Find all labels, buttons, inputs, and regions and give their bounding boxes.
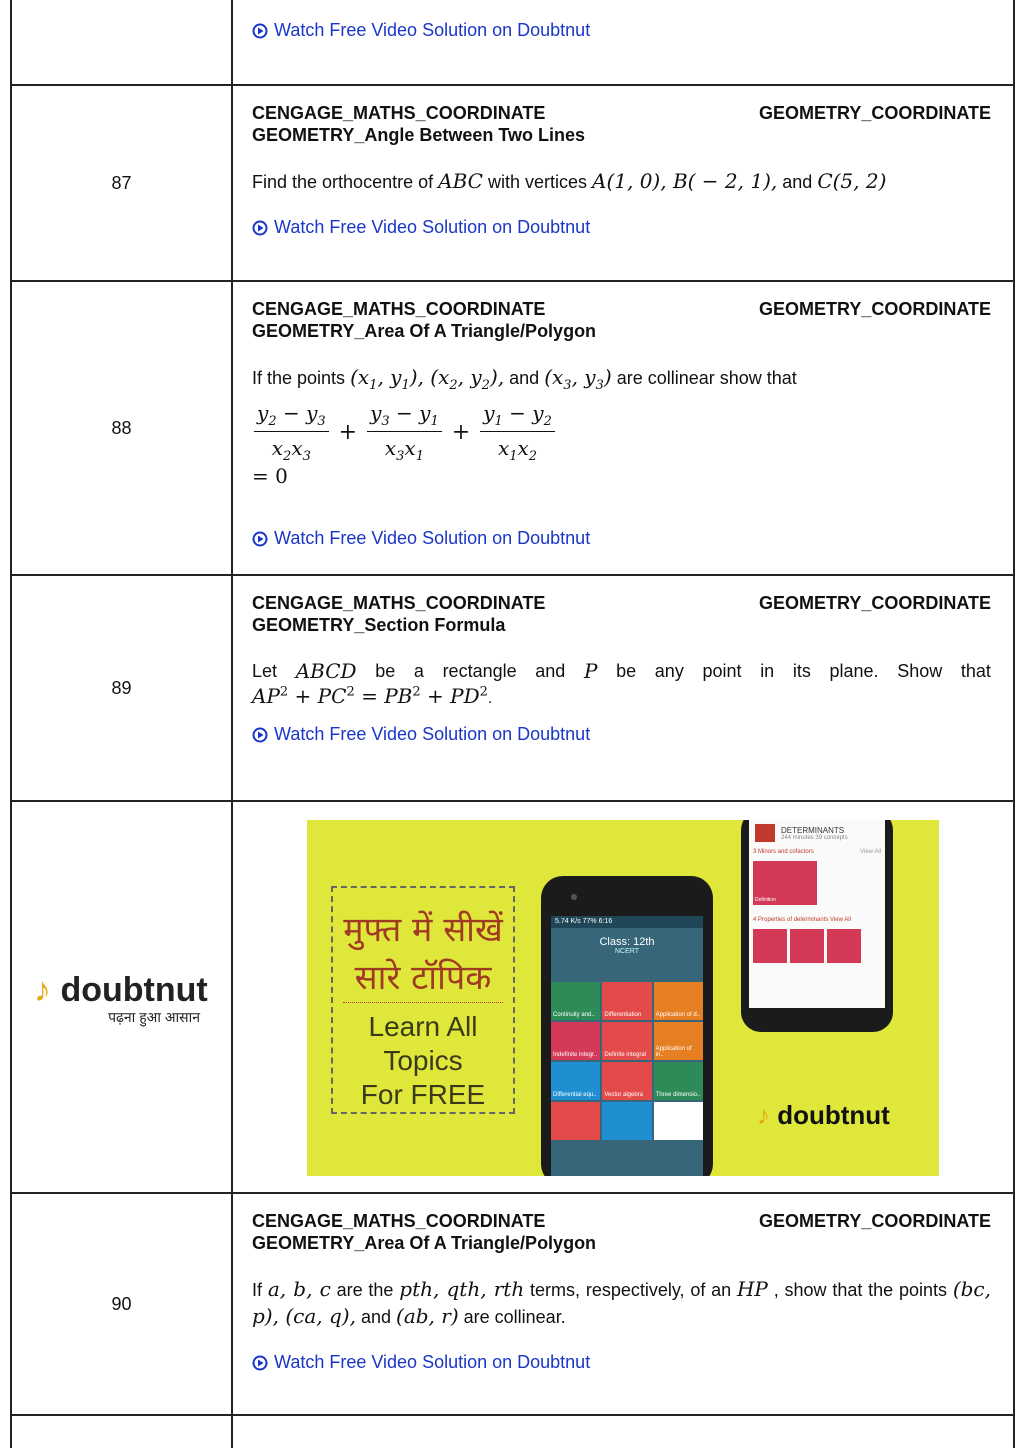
equation-result: = 0 [252, 464, 288, 488]
equation: $\frac{y_2 - y_3}{x_2x_3}$ + $\frac{y_3 - y_1}{x_3x_1}$ + $\frac{y_1 - y_2}{x_1x_2}$ [252, 401, 991, 464]
header-left: CENGAGE_MATHS_COORDINATE [252, 299, 546, 319]
play-circle-icon [252, 23, 268, 39]
ad-logo-cell [12, 802, 233, 1192]
question-number: 90 [12, 1194, 233, 1414]
topic-tile: Differentiation [602, 982, 651, 1020]
question-text: Find the orthocentre of ABC with vertices A(1, 0), B( − 2, 1), and C(5, 2) [252, 169, 887, 193]
document-table [10, 0, 1015, 1448]
header-right: GEOMETRY_COORDINATE [758, 593, 991, 613]
promo-hindi-text: मुफ्त में सीखें सारे टॉपिक [343, 910, 503, 998]
topic-tile: Continuity and.. [551, 982, 600, 1020]
phone-mockup-2 [741, 820, 893, 1032]
topic-tile: Indefinite integr.. [551, 1022, 600, 1060]
header-topic: GEOMETRY_Area Of A Triangle/Polygon [252, 1233, 597, 1253]
video-solution-link[interactable]: Watch Free Video Solution on Doubtnut [252, 1352, 991, 1373]
question-text: If a, b, c are the pth, qth, rth terms, respectively, of an HP , show that the points (bc, p), (ca, q), and (ab, r) are collinear. [252, 1277, 991, 1328]
question-text: Let ABCD be a rectangle and P be any point in its plane. Show that [252, 659, 991, 683]
header-right: GEOMETRY_COORDINATE [758, 103, 991, 123]
play-circle-icon [252, 1355, 268, 1371]
topic-tile: Application of d.. [654, 982, 703, 1020]
phone-screen [551, 916, 703, 1176]
question-number: 89 [12, 576, 233, 800]
promo-banner[interactable] [307, 820, 939, 1176]
question-number: 87 [12, 86, 233, 280]
play-circle-icon [252, 727, 268, 743]
topic-tiles [551, 982, 703, 1140]
header-right: GEOMETRY_COORDINATE [758, 299, 991, 319]
topic-tile [654, 1102, 703, 1140]
question-source-header [252, 1210, 991, 1254]
video-solution-link[interactable]: Watch Free Video Solution on Doubtnut [252, 528, 991, 549]
table-row [12, 1194, 1013, 1416]
topic-tile: Vector algebra [602, 1062, 651, 1100]
question-source-header [252, 298, 991, 342]
phone-status-bar: 5.74 K/s 77% 6:16 [551, 916, 703, 928]
topic-tile: Differential equ.. [551, 1062, 600, 1100]
table-row [12, 576, 1013, 802]
question-source-header [252, 592, 991, 636]
video-solution-link[interactable]: Watch Free Video Solution on Doubtnut [252, 724, 991, 745]
logo-tagline: पढ़ना हुआ आसान [108, 1009, 200, 1025]
promo-english-text: Learn All Topics For FREE [360, 1011, 486, 1110]
question-source-header [252, 102, 991, 146]
topic-tile [602, 1102, 651, 1140]
header-left: CENGAGE_MATHS_COORDINATE [252, 593, 546, 613]
divider [343, 1002, 503, 1003]
banner-brand-logo: ♪ doubtnut [757, 1100, 890, 1130]
doubtnut-logo: ♪ doubtnut पढ़ना हुआ आसान [34, 972, 214, 1027]
play-circle-icon [252, 220, 268, 236]
phone-class-title: Class: 12th [599, 936, 655, 948]
header-left: CENGAGE_MATHS_COORDINATE [252, 103, 546, 123]
topic-tile: Three dimensio.. [654, 1062, 703, 1100]
phone-mockup [541, 876, 713, 1176]
camera-icon [571, 894, 577, 900]
promo-text-box [331, 886, 515, 1114]
video-solution-link[interactable] [252, 20, 991, 41]
topic-tile: Application of in.. [654, 1022, 703, 1060]
logo-mark-icon: ♪ [34, 971, 51, 1009]
logo-mark-icon: ♪ [757, 1100, 770, 1130]
table-row [12, 0, 1013, 86]
topic-tile: Definite integral [602, 1022, 651, 1060]
question-number: 88 [12, 282, 233, 574]
table-row [12, 282, 1013, 576]
header-right: GEOMETRY_COORDINATE [758, 1211, 991, 1231]
header-left: CENGAGE_MATHS_COORDINATE [252, 1211, 546, 1231]
header-topic: GEOMETRY_Angle Between Two Lines [252, 125, 586, 145]
ad-row [12, 802, 1013, 1194]
table-row [12, 86, 1013, 282]
video-solution-link[interactable]: Watch Free Video Solution on Doubtnut [252, 217, 991, 238]
header-topic: GEOMETRY_Area Of A Triangle/Polygon [252, 321, 597, 341]
equation: $AP^2 + PC^2 = PB^2 + PD^2$. [252, 684, 493, 708]
video-solution-link-text[interactable]: Watch Free Video Solution on Doubtnut [274, 20, 591, 40]
question-number-cell [12, 0, 233, 84]
question-number-cell [12, 1416, 233, 1448]
phone-ncert: NCERT [615, 948, 639, 955]
topic-tile [551, 1102, 600, 1140]
header-topic: GEOMETRY_Section Formula [252, 615, 506, 635]
table-row [12, 1416, 1013, 1448]
determinant-icon [755, 824, 775, 842]
play-circle-icon [252, 531, 268, 547]
question-text: If the points ($x_1$, $y_1$), ($x_2$, $y_2$), and ($x_3$, $y_3$) are collinear show that [252, 365, 797, 393]
phone-screen-2: DETERMINANTS 244 minutes 39 concepts 3 Minors and cofactors View All Definition 4 Properties of determinants View All [749, 820, 885, 1008]
